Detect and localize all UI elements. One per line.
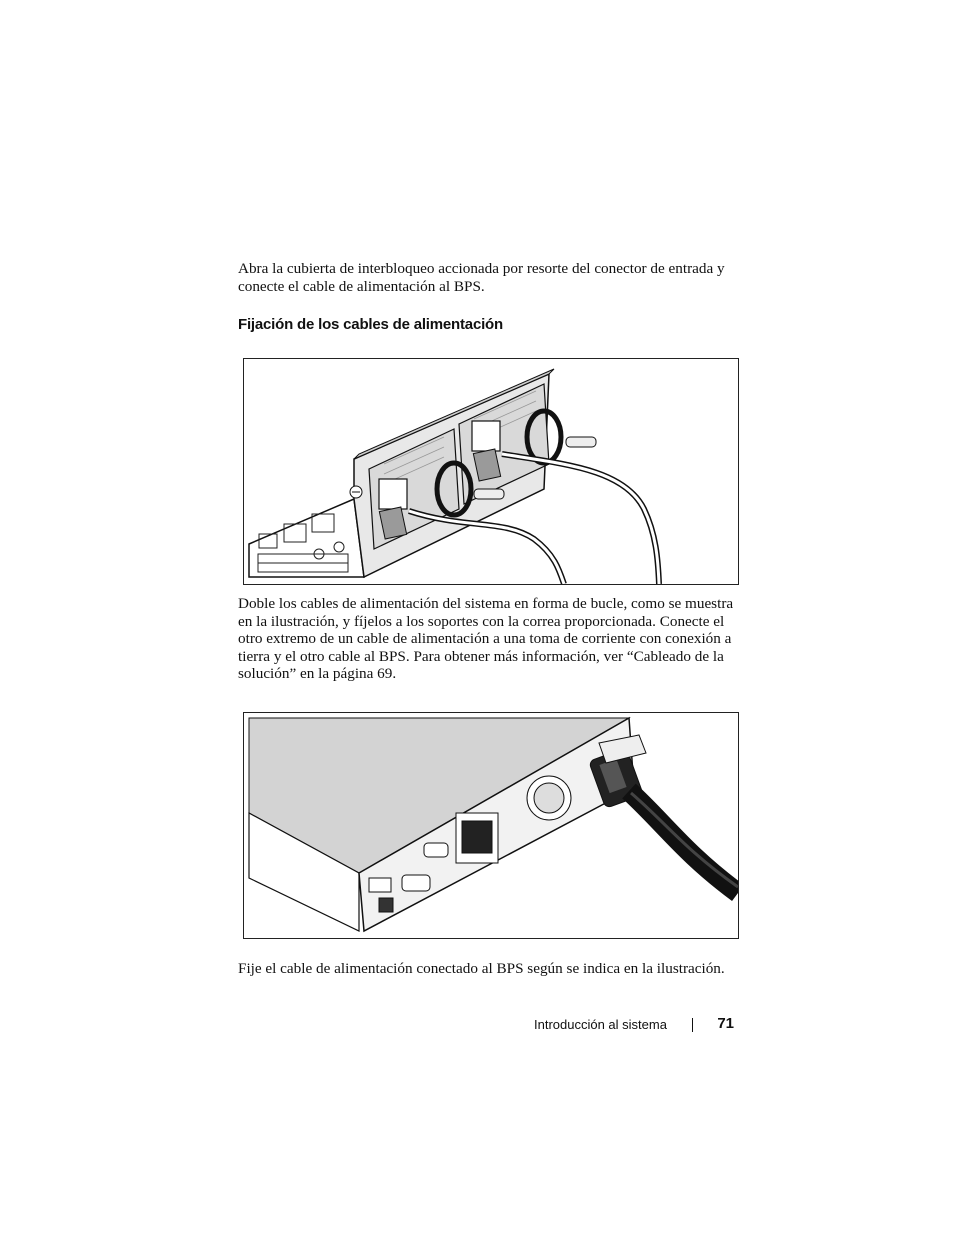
fix-paragraph: Fije el cable de alimentación conectado al BPS según se indica en la ilustración.: [238, 960, 725, 977]
footer-separator: [692, 1018, 693, 1032]
loop-paragraph: Doble los cables de alimentación del sistema en forma de bucle, como se muestra en la ilustración, y fíjelos a los soportes con la correa proporcionada. Conecte el otro extremo de un cable de alimentación a una toma de corriente con conexión a tierra y el otro cable al BPS. Para obtener más información, ver “Cableado de la solución” en la página 69.: [238, 595, 734, 683]
server-rear-illustration: [244, 359, 738, 584]
figure-bps-power-cable: [243, 712, 739, 939]
section-heading: Fijación de los cables de alimentación: [238, 316, 503, 333]
footer-section-title: Introducción al sistema: [534, 1017, 667, 1032]
intro-paragraph: Abra la cubierta de interbloqueo accionada por resorte del conector de entrada y conecte el cable de alimentación al BPS.: [238, 260, 725, 295]
page-number: 71: [717, 1015, 734, 1032]
figure-server-power-cables: [243, 358, 739, 585]
bps-rear-illustration: [244, 713, 738, 938]
page-footer: [534, 1015, 734, 1035]
